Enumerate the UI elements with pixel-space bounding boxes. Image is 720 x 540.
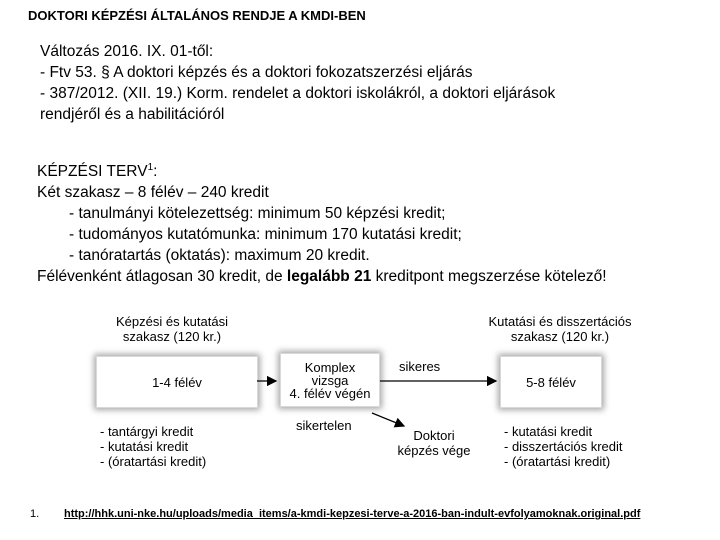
- req-study: - tanulmányi kötelezettség: minimum 50 képzési kredit;: [69, 205, 446, 223]
- credit-rule: Félévenként átlagosan 30 kredit, de legalább 21 kreditpont megszerzése kötelező!: [37, 268, 607, 286]
- complex-exam-box: Komplex vizsga 4. félév végén: [280, 353, 380, 407]
- semesters-1-4-box: 1-4 félév: [96, 356, 258, 408]
- footnote-link[interactable]: http://hhk.uni-nke.hu/uploads/media_items/a-kmdi-kepzesi-terve-a-2016-ban-indult-evfolyamoknak.original.pdf: [64, 508, 641, 520]
- page-title: DOKTORI KÉPZÉSI ÁLTALÁNOS RENDJE A KMDI-BEN: [28, 8, 366, 23]
- list-item: - tantárgyi kredit: [100, 424, 194, 439]
- stage2-title: Kutatási és disszertációs szakasz (120 kr.): [488, 314, 632, 344]
- plan-stages: Két szakasz – 8 félév – 240 kredit: [37, 184, 269, 202]
- credit-min: legalább 21: [286, 268, 372, 286]
- footnote-number: 1.: [30, 508, 40, 520]
- fail-label: sikertelen: [296, 418, 352, 433]
- change-law-ftv: - Ftv 53. § A doktori képzés és a doktori fokozatszerzési eljárás: [40, 64, 473, 81]
- list-item: - (óratartási kredit): [100, 454, 207, 469]
- list-item: - (óratartási kredit): [504, 454, 611, 469]
- list-item: - kutatási kredit: [100, 439, 189, 454]
- stage1-title: Képzési és kutatási szakasz (120 kr.): [115, 314, 228, 344]
- change-decree: - 387/2012. (XII. 19.) Korm. rendelet a doktori iskolákról, a doktori eljárások: [40, 85, 556, 102]
- req-research: - tudományos kutatómunka: minimum 170 kutatási kredit;: [69, 226, 462, 244]
- success-label: sikeres: [399, 359, 441, 374]
- plan-heading: KÉPZÉSI TERV$^1$:: [37, 162, 158, 181]
- list-item: - disszertációs kredit: [504, 439, 623, 454]
- arrow-to-end: [372, 413, 404, 426]
- footnote-ref: 1: [147, 162, 154, 173]
- change-heading: Változás 2016. IX. 01-től:: [40, 43, 214, 60]
- req-teaching: - tanóratartás (oktatás): maximum 20 kredit.: [69, 247, 370, 265]
- doctoral-end: Doktori képzés vége: [397, 428, 471, 458]
- change-decree-cont: rendjéről és a habilitációról: [40, 106, 225, 123]
- footnote: [30, 508, 640, 520]
- semesters-5-8-box: 5-8 félév: [500, 356, 602, 408]
- list-item: - kutatási kredit: [504, 424, 593, 439]
